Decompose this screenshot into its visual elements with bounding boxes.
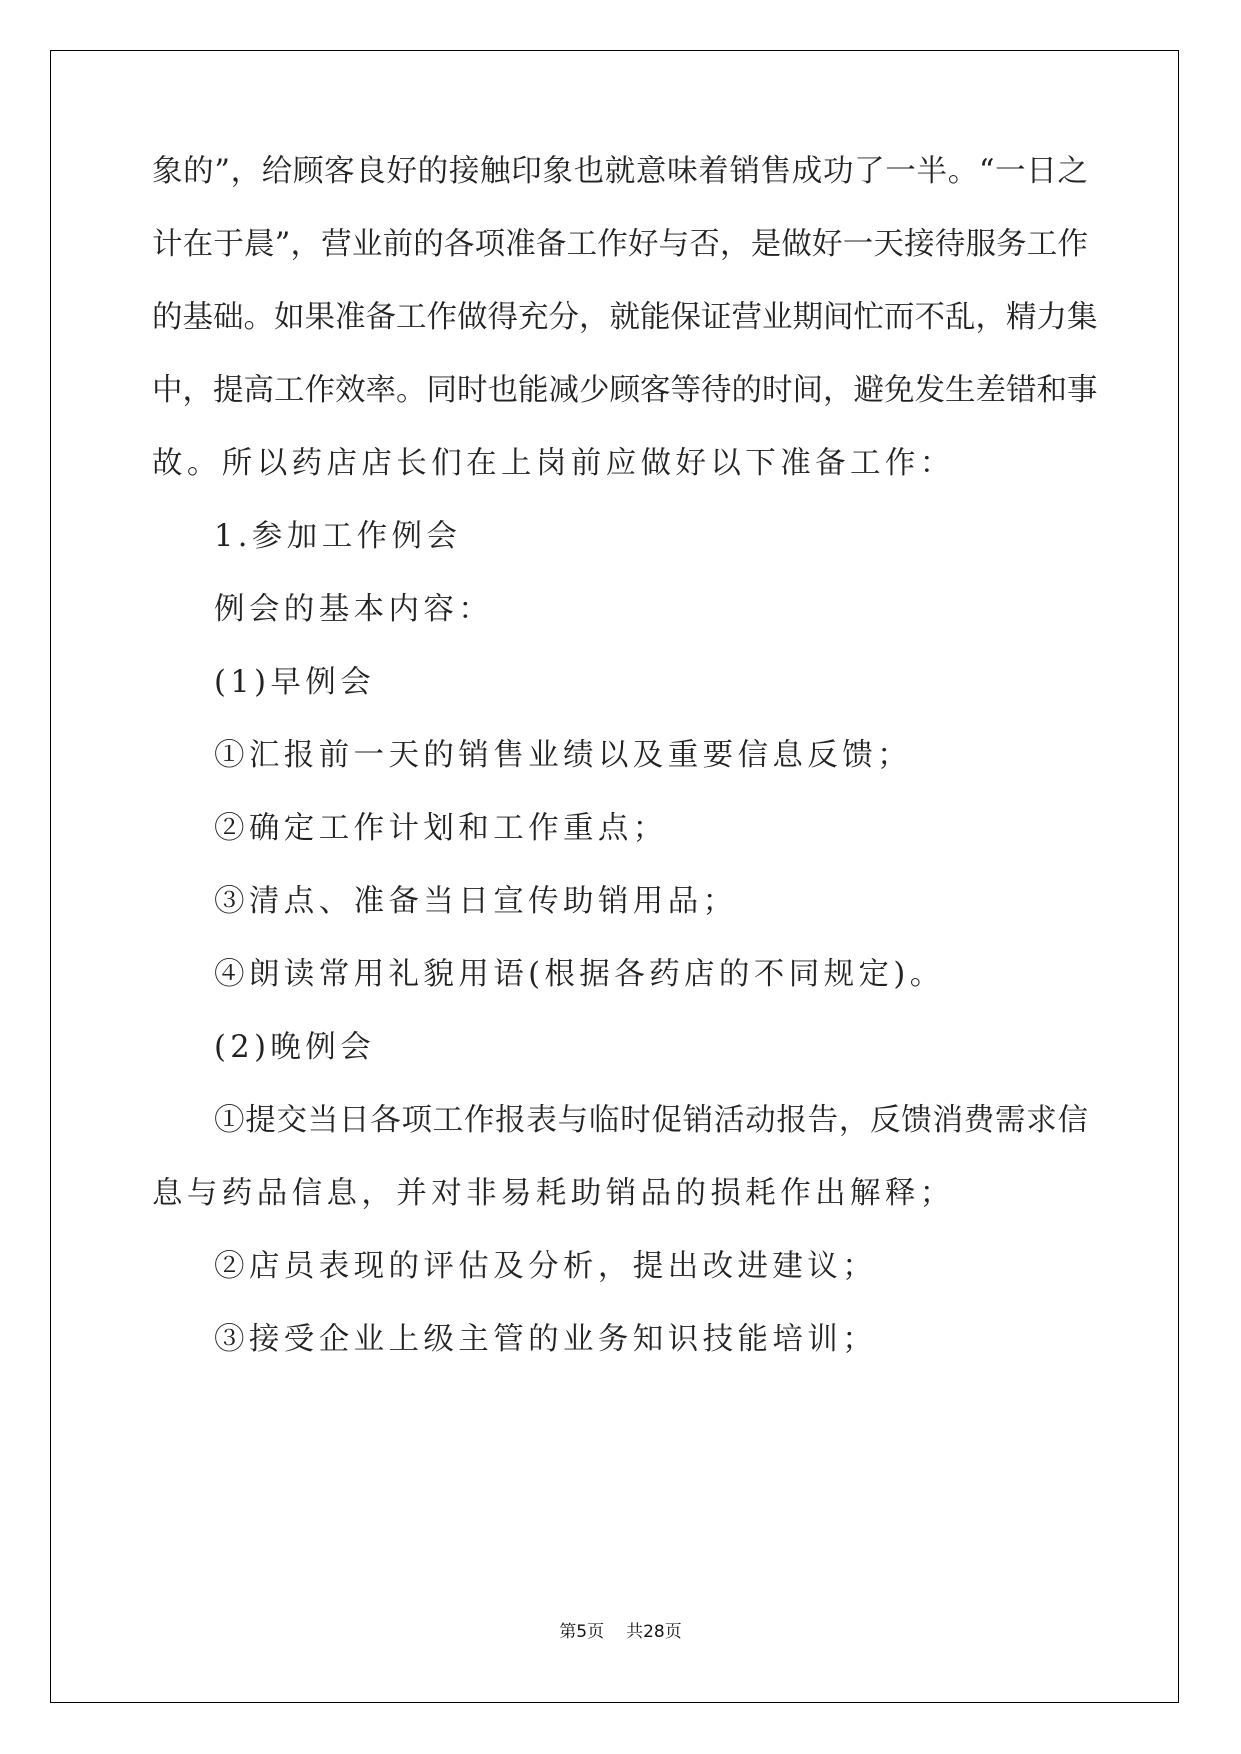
list-item: ③接受企业上级主管的业务知识技能培训；	[214, 1322, 878, 1357]
paragraph-line: 计在于晨”，营业前的各项准备工作好与否，是做好一天接待服务工作	[152, 227, 1088, 262]
section-heading: 1.参加工作例会	[214, 519, 462, 554]
paragraph-line: 象的”，给顾客良好的接触印象也就意味着销售成功了一半。“一日之	[152, 154, 1088, 189]
list-item: ①提交当日各项工作报表与临时促销活动报告，反馈消费需求信	[214, 1103, 1088, 1138]
list-item: ③清点、准备当日宣传助销用品；	[214, 884, 738, 919]
paragraph-line: 的基础。如果准备工作做得充分，就能保证营业期间忙而不乱，精力集	[152, 300, 1098, 335]
paragraph-line: 故。所以药店店长们在上岗前应做好以下准备工作：	[152, 446, 955, 481]
list-item: ②确定工作计划和工作重点；	[214, 811, 668, 846]
page-total: 共28页	[626, 1622, 682, 1642]
page-footer	[0, 1620, 1241, 1644]
paragraph-line: 例会的基本内容：	[214, 592, 494, 627]
list-item: ②店员表现的评估及分析，提出改进建议；	[214, 1249, 878, 1284]
list-item: ①汇报前一天的销售业绩以及重要信息反馈；	[214, 738, 912, 773]
subsection-heading: (1)早例会	[214, 665, 376, 700]
list-item-continuation: 息与药品信息，并对非易耗助销品的损耗作出解释；	[152, 1176, 955, 1211]
list-item: ④朗读常用礼貌用语(根据各药店的不同规定)。	[214, 957, 945, 992]
subsection-heading: (2)晚例会	[214, 1030, 376, 1065]
page-number: 第5页	[559, 1622, 605, 1642]
paragraph-line: 中，提高工作效率。同时也能减少顾客等待的时间，避免发生差错和事	[152, 373, 1098, 408]
